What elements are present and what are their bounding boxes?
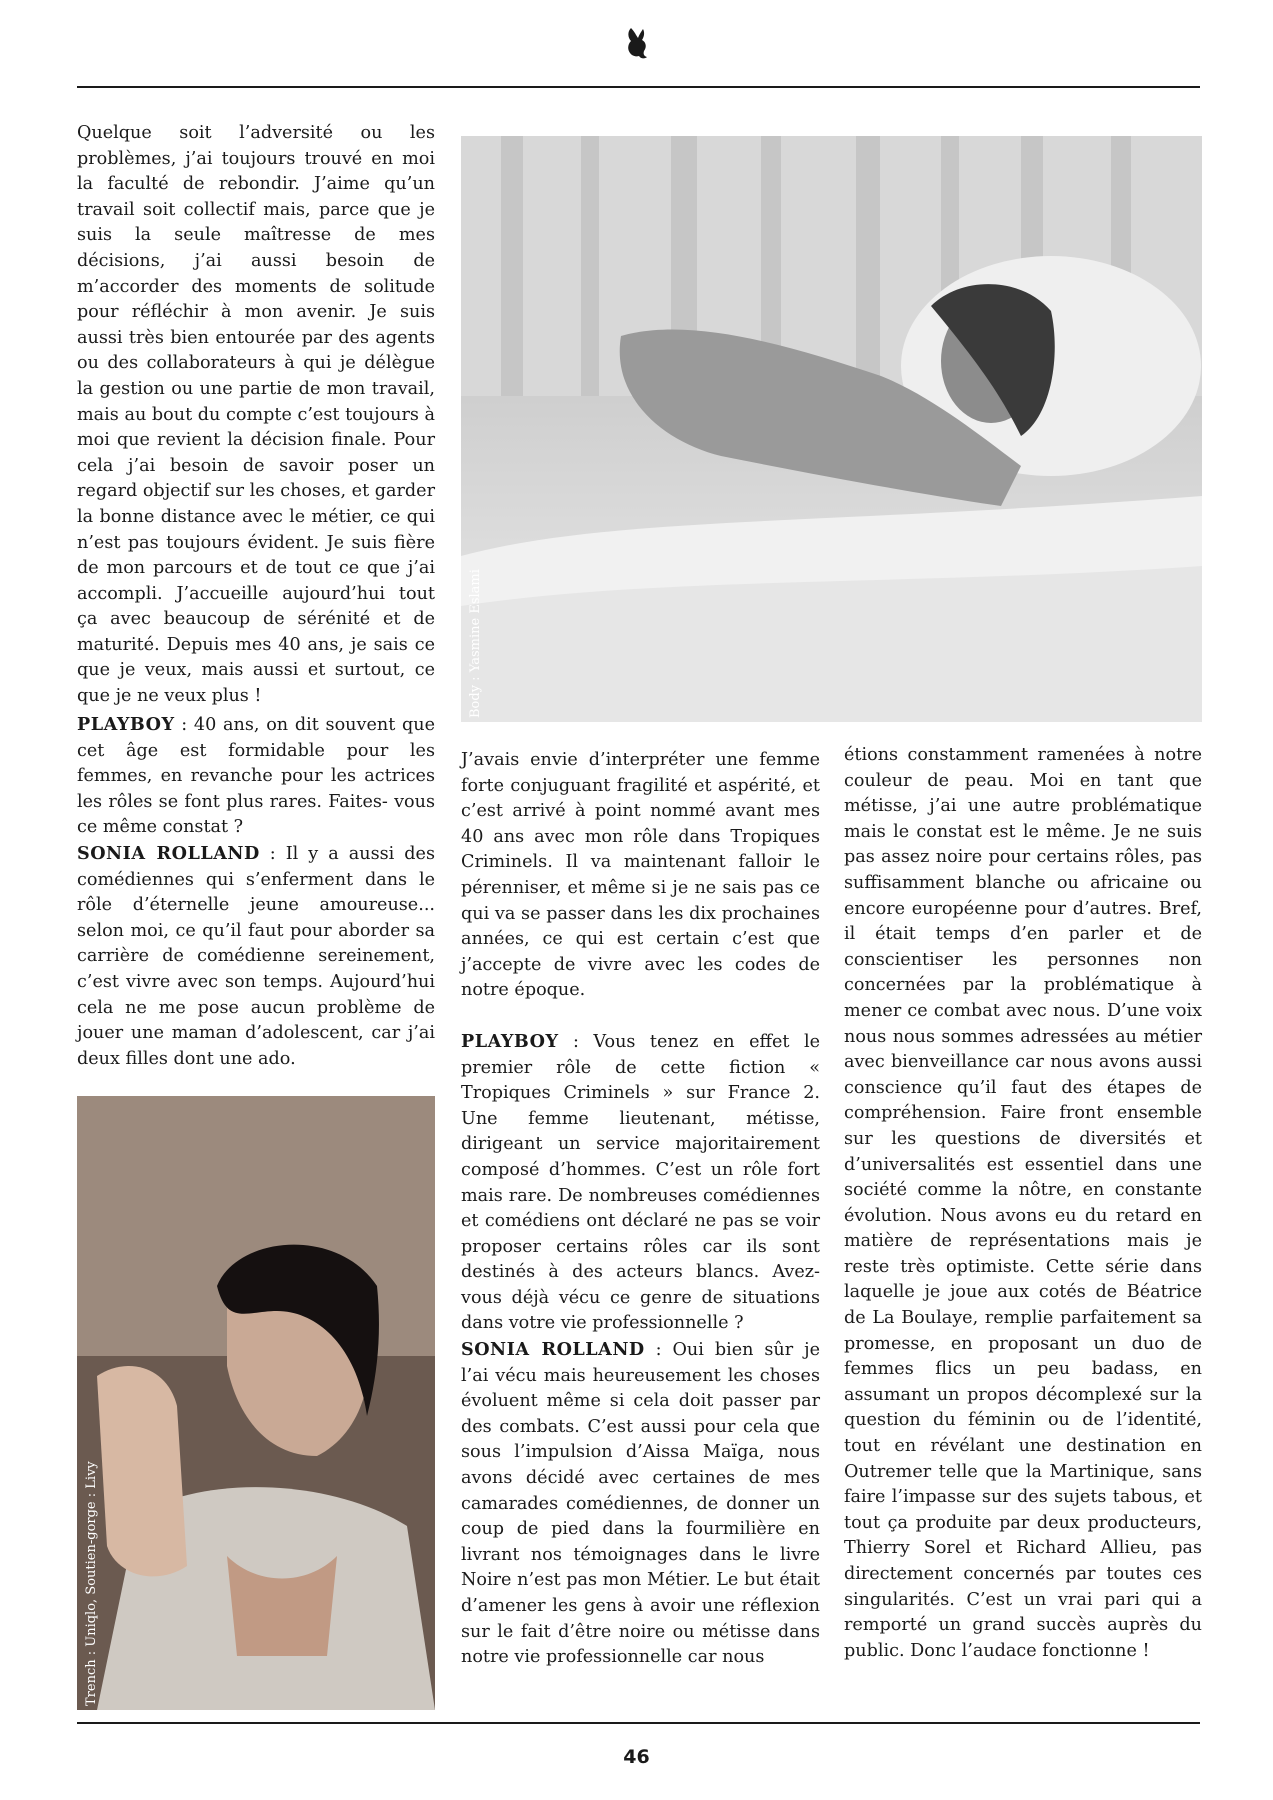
column-1-top bbox=[77, 121, 435, 710]
speaker-label: SONIA ROLLAND bbox=[461, 1339, 645, 1361]
speaker-label: PLAYBOY bbox=[77, 714, 175, 735]
photo-bed-illustration bbox=[461, 136, 1202, 722]
question-text: : 40 ans, on dit souvent que cet âge est formidable pour les femmes, en revanche pour les actrices les rôles se font plus rares. Faites- vous ce même constat ? bbox=[77, 715, 435, 838]
column-2 bbox=[461, 748, 820, 1671]
header-rule bbox=[77, 86, 1200, 88]
footer-rule bbox=[77, 1722, 1200, 1724]
question-paragraph bbox=[77, 712, 435, 841]
column-3 bbox=[844, 743, 1202, 1664]
column-1-interview bbox=[77, 712, 435, 1072]
answer-paragraph bbox=[461, 1337, 820, 1671]
bunny-logo-icon bbox=[622, 26, 652, 60]
page-number: 46 bbox=[623, 1746, 650, 1768]
photo-portrait bbox=[77, 1096, 435, 1710]
photo-portrait-illustration bbox=[77, 1096, 435, 1710]
photo-credit: Trench : Uniqlo, Soutien-gorge : Livy bbox=[84, 1461, 99, 1706]
photo-credit: Body : Yasmine Eslami bbox=[468, 569, 483, 718]
question-text: : Vous tenez en effet le premier rôle de cette fiction « Tropiques Criminels » sur France 2. Une femme lieutenant, métisse, dirigeant un service majoritairement composé d’hommes. C’est un rôle fort mais rare. De nombreuses comédiennes et comédiens ont déclaré ne pas se voir proposer certains rôles car ils sont destinés à des acteurs blancs. Avez-vous déjà vécu ce genre de situations dans votre vie professionnelle ? bbox=[461, 1031, 820, 1334]
answer-paragraph bbox=[77, 841, 435, 1072]
answer-text: : Il y a aussi des comédiennes qui s’enferment dans le rôle d’éternelle jeune amoureuse... selon moi, ce qu’il faut pour aborder sa carrière de comédienne sereinement, c’est vivre avec son temps. Aujourd’hui cela ne me pose aucun problème de jouer une maman d’adolescent, car j’ai deux filles dont une ado. bbox=[77, 843, 436, 1069]
answer-text: : Oui bien sûr je l’ai vécu mais heureusement les choses évoluent même si cela doit passer par des combats. C’est aussi pour cela que sous l’impulsion d’Aissa Maïga, nous avons décidé avec certaines de mes camarades comédiennes, de donner un coup de pied dans la fourmilière en livrant nos témoignages dans le livre Noire n’est pas mon Métier. Le but était d’amener les gens à avoir une réflexion sur le fait d’être noire ou métisse dans notre vie professionnelle car nous bbox=[461, 1340, 820, 1668]
speaker-label: PLAYBOY bbox=[461, 1030, 559, 1052]
photo-bed bbox=[461, 136, 1202, 722]
question-paragraph bbox=[461, 1029, 820, 1337]
paragraph: J’avais envie d’interpréter une femme forte conjuguant fragilité et aspérité, et c’est arrivé à point nommé avant mes 40 ans avec mon rôle dans Tropiques Criminels. Il va maintenant falloir le pérenniser, et même si je ne sais pas ce qui va se passer dans les dix prochaines années, ce qui est certain c’est que j’accepte de vivre avec les codes de notre époque. bbox=[461, 750, 820, 1001]
paragraph: Quelque soit l’adversité ou les problèmes, j’ai toujours trouvé en moi la faculté de rebondir. J’aime qu’un travail soit collectif mais, parce que je suis la seule maîtresse de mes décisions, j’ai aussi besoin de m’accorder des moments de solitude pour réfléchir à mon avenir. Je suis aussi très bien entourée par des agents ou des collaborateurs à qui je délègue la gestion ou une partie de mon travail, mais au bout du compte c’est toujours à moi que revient la décision finale. Pour cela j’ai besoin de savoir poser un regard objectif sur les choses, et garder la bonne distance avec le métier, ce qui n’est pas toujours évident. Je suis fière de mon parcours et de tout ce que j’ai accompli. J’accueille aujourd’hui tout ça avec beaucoup de sérénité et de maturité. Depuis mes 40 ans, je sais ce que je veux, mais aussi et surtout, ce que je ne veux plus ! bbox=[77, 123, 435, 707]
speaker-label: SONIA ROLLAND bbox=[77, 842, 260, 864]
paragraph: étions constamment ramenées à notre couleur de peau. Moi en tant que métisse, j’ai une autre problématique mais le constat est le même. Je ne suis pas assez noire pour certains rôles, pas suffisamment blanche ou africaine ou encore européenne pour d’autres. Bref, il était temps d’en parler et de conscientiser les personnes non concernées par la problématique à mener ce combat avec nous. D’une voix nous nous sommes adressées au métier avec bienveillance car nous avons aussi conscience qu’il faut des étapes de compréhension. Faire front ensemble sur les questions de diversités et d’universalités est essentiel dans une société comme la nôtre, en constante évolution. Nous avons eu du retard en matière de représentations mais je reste très optimiste. Cette série dans laquelle je joue aux cotés de Béatrice de La Boulaye, remplie parfaitement sa promesse, en proposant un duo de femmes flics un peu badass, en assumant un propos décomplexé sur la question du féminin ou de l’identité, tout en révélant une destination en Outremer telle que la Martinique, sans faire l’impasse sur des sujets tabous, et tout ça produite par deux producteurs, Thierry Sorel et Richard Allieu, pas directement concernés par toutes ces singularités. C’est un vrai pari qui a remporté un grand succès auprès du public. Donc l’audace fonctionne ! bbox=[844, 745, 1202, 1661]
